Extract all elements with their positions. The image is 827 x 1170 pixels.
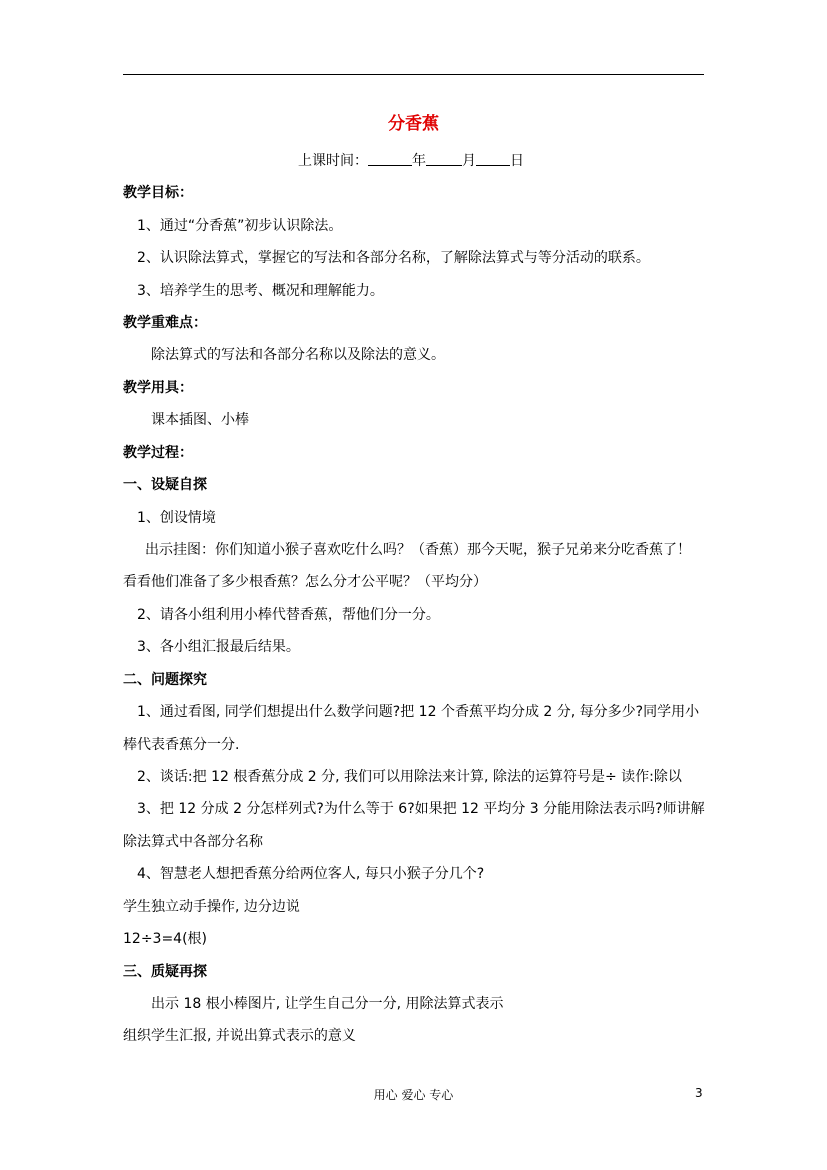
section3-heading: 三、质疑再探 xyxy=(123,964,207,980)
objective-item: 2、认识除法算式，掌握它的写法和各部分名称，了解除法算式与等分活动的联系。 xyxy=(137,250,650,266)
section1-item: 1、创设情境 xyxy=(137,510,216,526)
difficulties-text: 除法算式的写法和各部分名称以及除法的意义。 xyxy=(151,347,445,363)
section1-item: 2、请各小组利用小棒代替香蕉，帮他们分一分。 xyxy=(137,607,440,623)
section2-text: 学生独立动手操作, 边分边说 xyxy=(123,899,300,915)
page-number: 3 xyxy=(695,1086,703,1100)
year-label: 年 xyxy=(412,153,426,169)
class-time-line xyxy=(298,151,524,170)
header-rule xyxy=(123,74,704,75)
footer-motto: 用心 爱心 专心 xyxy=(373,1088,454,1102)
section3-text: 出示 18 根小棒图片, 让学生自己分一分, 用除法算式表示 xyxy=(151,996,504,1012)
section2-equation: 12÷3=4(根) xyxy=(123,931,208,947)
year-blank xyxy=(368,151,412,166)
objective-item: 3、培养学生的思考、概况和理解能力。 xyxy=(137,283,384,299)
section1-heading: 一、设疑自探 xyxy=(123,477,207,493)
objectives-heading: 教学目标： xyxy=(123,185,193,201)
section2-heading: 二、问题探究 xyxy=(123,672,207,688)
section1-paragraph-line: 出示挂图：你们知道小猴子喜欢吃什么吗？（香蕉）那今天呢，猴子兄弟来分吃香蕉了！ xyxy=(145,542,691,558)
section2-item: 4、智慧老人想把香蕉分给两位客人, 每只小猴子分几个? xyxy=(137,866,485,882)
section2-item: 1、通过看图, 同学们想提出什么数学问题?把 12 个香蕉平均分成 2 分, 每分多少?同学用小 xyxy=(137,704,700,720)
difficulties-heading: 教学重难点： xyxy=(123,315,207,331)
section1-item: 3、各小组汇报最后结果。 xyxy=(137,639,300,655)
process-heading: 教学过程： xyxy=(123,445,193,461)
section3-text: 组织学生汇报, 并说出算式表示的意义 xyxy=(123,1028,356,1044)
page-title: 分香蕉 xyxy=(388,114,439,134)
section1-paragraph-line: 看看他们准备了多少根香蕉？怎么分才公平呢？（平均分） xyxy=(123,574,487,590)
section2-item-continued: 棒代表香蕉分一分. xyxy=(123,737,240,753)
month-label: 月 xyxy=(462,153,476,169)
day-label: 日 xyxy=(510,153,524,169)
month-blank xyxy=(426,151,462,166)
class-time-label: 上课时间： xyxy=(298,153,368,169)
section2-item: 2、谈话:把 12 根香蕉分成 2 分, 我们可以用除法来计算, 除法的运算符号是÷ 读作:除以 xyxy=(137,769,682,785)
tools-heading: 教学用具： xyxy=(123,380,193,396)
tools-text: 课本插图、小棒 xyxy=(151,412,249,428)
section2-item: 3、把 12 分成 2 分怎样列式?为什么等于 6?如果把 12 平均分 3 分能用除法表示吗?师讲解 xyxy=(137,801,705,817)
day-blank xyxy=(476,151,510,166)
objective-item: 1、通过“分香蕉”初步认识除法。 xyxy=(137,218,343,234)
section2-item-continued: 除法算式中各部分名称 xyxy=(123,834,263,850)
